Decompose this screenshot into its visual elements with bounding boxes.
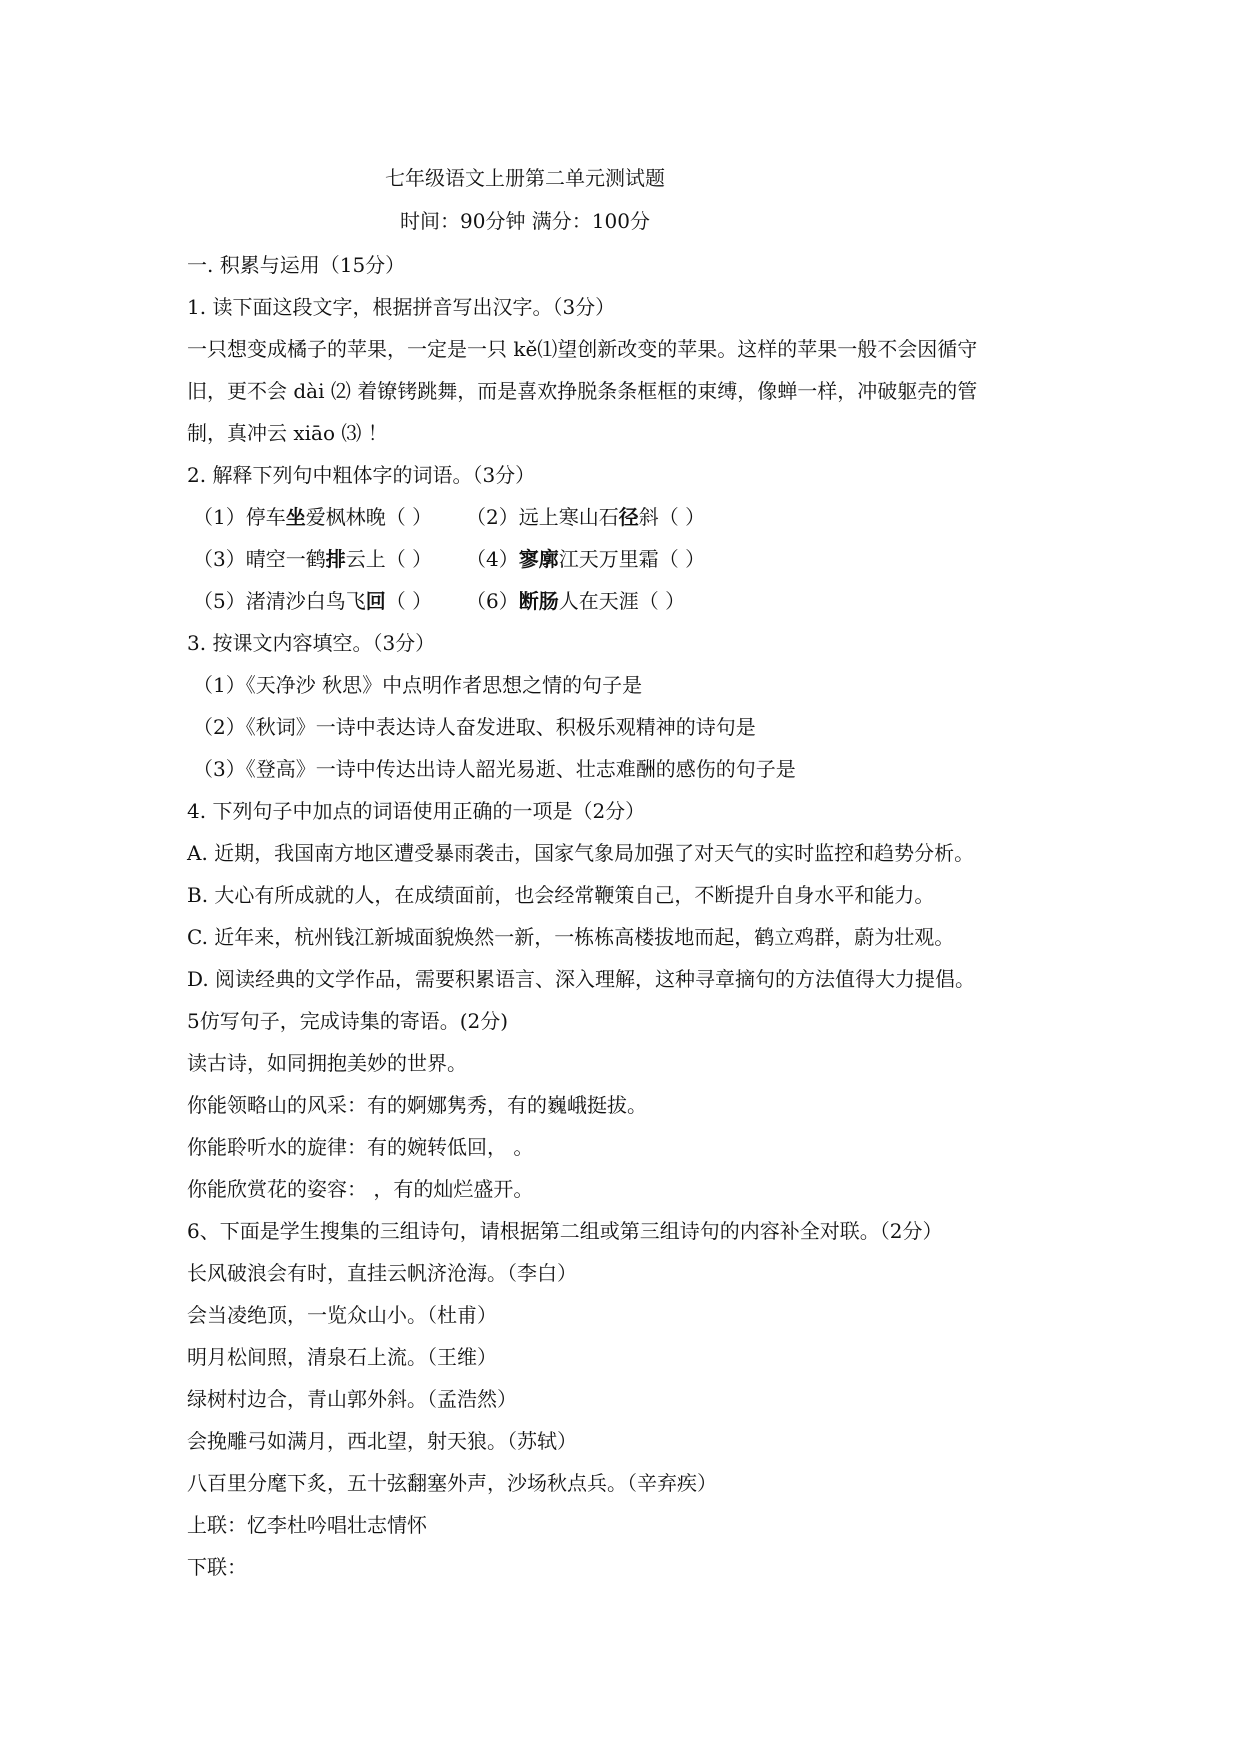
question-3-item-2: （2）《秋词》一诗中表达诗人奋发进取、积极乐观精神的诗句是 bbox=[193, 715, 756, 739]
question-4-option-d: D. 阅读经典的文学作品，需要积累语言、深入理解，这种寻章摘句的方法值得大力提倡。 bbox=[187, 967, 976, 991]
question-2-prompt: 2. 解释下列句中粗体字的词语。（3分） bbox=[187, 463, 536, 487]
bold-word: 径 bbox=[618, 505, 639, 529]
question-4-option-a: A. 近期，我国南方地区遭受暴雨袭击，国家气象局加强了对天气的实时监控和趋势分析。 bbox=[187, 841, 975, 865]
question-6-poem-1: 长风破浪会有时，直挂云帆济沧海。（李白） bbox=[187, 1261, 577, 1285]
question-3-item-1: （1）《天净沙 秋思》中点明作者思想之情的句子是 bbox=[193, 673, 643, 697]
bold-word: 坐 bbox=[285, 505, 306, 529]
question-4-prompt: 4. 下列句子中加点的词语使用正确的一项是（2分） bbox=[187, 799, 646, 823]
question-5-line-2: 你能领略山的风采：有的婀娜隽秀，有的巍峨挺拔。 bbox=[187, 1093, 647, 1117]
question-1-text-line-3: 制，真冲云 xiāo ⑶ ！ bbox=[187, 421, 388, 445]
question-1-text-line-2: 旧，更不会 dài ⑵ 着镣铐跳舞，而是喜欢挣脱条条框框的束缚，像蝉一样，冲破躯壳的管 bbox=[187, 379, 978, 403]
bold-word: 寥廓 bbox=[518, 547, 559, 571]
exam-time-score: 时间：90分钟 满分：100分 bbox=[400, 209, 650, 233]
question-5-line-1: 读古诗，如同拥抱美妙的世界。 bbox=[187, 1051, 467, 1075]
question-6-poem-2: 会当凌绝顶，一览众山小。（杜甫） bbox=[187, 1303, 497, 1327]
question-2-row-3-b: （6）断肠人在天涯（ ） bbox=[466, 589, 686, 613]
question-5-prompt: 5仿写句子，完成诗集的寄语。(2分) bbox=[187, 1009, 509, 1033]
question-3-prompt: 3. 按课文内容填空。（3分） bbox=[187, 631, 436, 655]
question-2-row-1-b: （2）远上寒山石径斜（ ） bbox=[466, 505, 706, 529]
bold-word: 回 bbox=[365, 589, 386, 613]
question-3-item-3: （3）《登高》一诗中传达出诗人韶光易逝、壮志难酬的感伤的句子是 bbox=[193, 757, 796, 781]
bold-word: 断肠 bbox=[518, 589, 559, 613]
couplet-upper: 上联：忆李杜吟唱壮志情怀 bbox=[187, 1513, 427, 1537]
question-6-poem-6: 八百里分麾下炙，五十弦翻塞外声，沙场秋点兵。（辛弃疾） bbox=[187, 1471, 717, 1495]
question-1-text-line-1: 一只想变成橘子的苹果，一定是一只 kě⑴望创新改变的苹果。这样的苹果一般不会因循守 bbox=[187, 337, 978, 361]
question-2-row-1 bbox=[193, 503, 432, 531]
question-6-poem-5: 会挽雕弓如满月，西北望，射天狼。（苏轼） bbox=[187, 1429, 577, 1453]
bold-word: 排 bbox=[325, 547, 346, 571]
question-4-option-c: C. 近年来，杭州钱江新城面貌焕然一新，一栋栋高楼拔地而起，鹤立鸡群，蔚为壮观。 bbox=[187, 925, 955, 949]
question-1-prompt: 1. 读下面这段文字，根据拼音写出汉字。（3分） bbox=[187, 295, 616, 319]
question-6-poem-4: 绿树村边合，青山郭外斜。（孟浩然） bbox=[187, 1387, 517, 1411]
question-4-option-b: B. 大心有所成就的人，在成绩面前，也会经常鞭策自己，不断提升自身水平和能力。 bbox=[187, 883, 935, 907]
question-5-line-4: 你能欣赏花的姿容： ，有的灿烂盛开。 bbox=[187, 1177, 534, 1201]
question-6-poem-3: 明月松间照，清泉石上流。（王维） bbox=[187, 1345, 497, 1369]
question-2-row-3: （5）渚清沙白鸟飞回（ ） bbox=[193, 589, 433, 613]
couplet-lower: 下联： bbox=[187, 1555, 247, 1579]
question-2-row-2: （3）晴空一鹤排云上（ ） bbox=[193, 547, 433, 571]
question-6-prompt: 6、下面是学生搜集的三组诗句，请根据第二组或第三组诗句的内容补全对联。（2分） bbox=[187, 1219, 943, 1243]
page-title: 七年级语文上册第二单元测试题 bbox=[385, 166, 665, 190]
question-2-row-2-b: （4）寥廓江天万里霜（ ） bbox=[466, 547, 706, 571]
question-5-line-3: 你能聆听水的旋律：有的婉转低回， 。 bbox=[187, 1135, 534, 1159]
item-1: （1）停车坐爱枫林晚（ ） bbox=[193, 505, 433, 529]
section-heading: 一. 积累与运用（15分） bbox=[187, 253, 406, 277]
